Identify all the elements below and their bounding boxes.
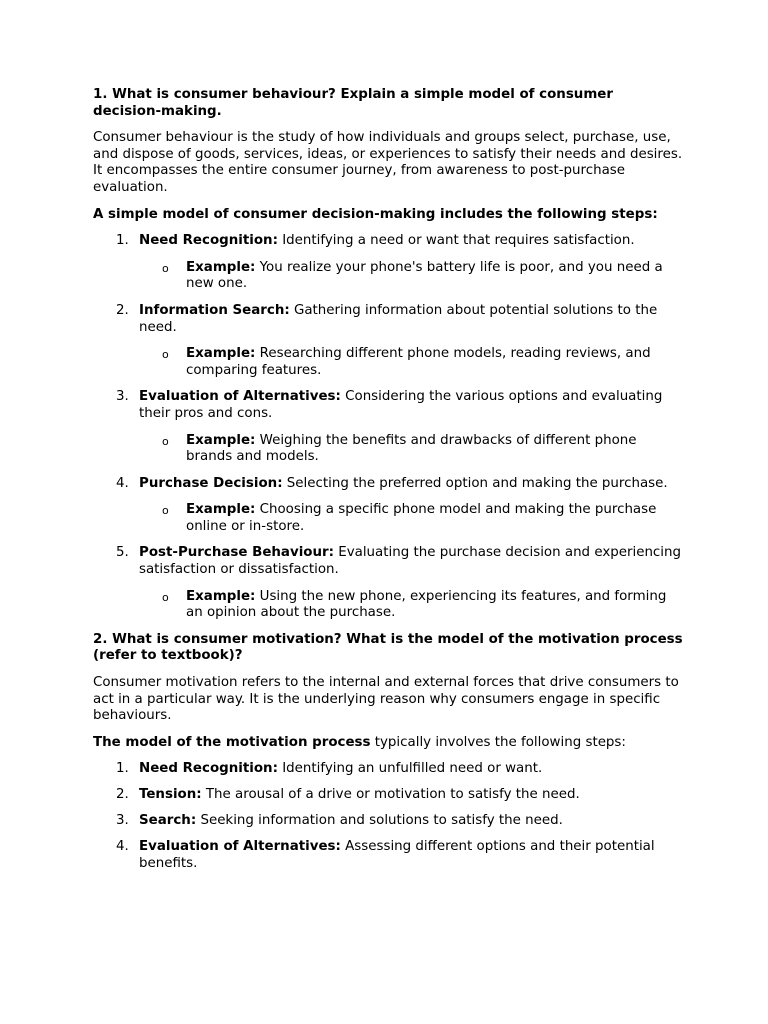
- motivation-steps-list: [93, 761, 683, 872]
- motivation-model-lead-bold: The model of the motivation process: [93, 734, 371, 750]
- question-1-heading: 1. What is consumer behaviour? Explain a simple model of consumer decision-making.: [93, 87, 613, 119]
- step-number: 1.: [116, 761, 129, 777]
- example-label: Example:: [186, 432, 256, 448]
- step-title: Post-Purchase Behaviour:: [139, 545, 334, 561]
- example-item: [139, 589, 683, 622]
- step-description: Seeking information and solutions to satisfy the need.: [196, 813, 563, 829]
- example-label: Example:: [186, 346, 256, 362]
- step-title: Purchase Decision:: [139, 475, 283, 491]
- step-number: 2.: [116, 787, 129, 803]
- decision-step: [93, 233, 683, 293]
- step-description: Considering the various options and evaluating their pros and cons.: [139, 389, 663, 421]
- step-title: Evaluation of Alternatives:: [139, 389, 341, 405]
- question-2-heading: 2. What is consumer motivation? What is the model of the motivation process (refer to textbook)?: [93, 631, 683, 664]
- examples-list: [139, 346, 683, 379]
- document-page: [93, 87, 683, 882]
- step-number: 5.: [116, 545, 129, 561]
- consumer-behaviour-definition: Consumer behaviour is the study of how individuals and groups select, purchase, use, and dispose of goods, services, ideas, or experiences to satisfy their needs and desires. It encompasses the entire consumer journey, from awareness to post-purchase evaluation.: [93, 130, 683, 195]
- decision-step: [93, 389, 683, 465]
- consumer-motivation-definition: Consumer motivation refers to the internal and external forces that drive consumers to act in a particular way. It is the underlying reason why consumers engage in specific behaviours.: [93, 675, 679, 724]
- motivation-step: [93, 787, 683, 804]
- examples-list: [139, 260, 683, 293]
- motivation-model-lead-rest: typically involves the following steps:: [370, 734, 626, 750]
- example-item: [139, 346, 683, 379]
- step-description: Evaluating the purchase decision and experiencing satisfaction or dissatisfaction.: [139, 545, 682, 578]
- decision-step: [93, 476, 683, 536]
- step-number: 3.: [116, 389, 129, 405]
- example-item: [139, 260, 683, 293]
- step-description: The arousal of a drive or motivation to satisfy the need.: [201, 787, 580, 803]
- example-text: You realize your phone's battery life is poor, and you need a new one.: [186, 259, 663, 292]
- examples-list: [139, 589, 683, 622]
- step-title: Tension:: [139, 787, 202, 803]
- example-label: Example:: [186, 588, 256, 604]
- bullet-icon: o: [162, 261, 169, 275]
- step-number: 4.: [116, 839, 129, 855]
- step-number: 3.: [116, 813, 129, 829]
- step-number: 1.: [116, 233, 129, 249]
- bullet-icon: o: [162, 434, 169, 448]
- decision-step: [93, 545, 683, 621]
- example-item: [139, 502, 683, 535]
- example-text: Using the new phone, experiencing its features, and forming an opinion about the purchase.: [186, 588, 667, 621]
- step-description: Assessing different options and their potential benefits.: [139, 839, 655, 871]
- example-text: Researching different phone models, reading reviews, and comparing features.: [186, 346, 651, 378]
- example-text: Weighing the benefits and drawbacks of different phone brands and models.: [186, 432, 637, 465]
- step-number: 4.: [116, 475, 129, 491]
- example-text: Choosing a specific phone model and making the purchase online or in-store.: [186, 502, 657, 534]
- step-title: Need Recognition:: [139, 761, 278, 777]
- step-title: Information Search:: [139, 302, 290, 318]
- bullet-icon: o: [162, 590, 169, 604]
- step-title: Search:: [139, 813, 197, 829]
- bullet-icon: o: [162, 348, 169, 362]
- motivation-step: [93, 813, 683, 830]
- example-label: Example:: [186, 502, 256, 518]
- decision-steps-list: [93, 233, 683, 622]
- step-description: Identifying a need or want that requires satisfaction.: [277, 233, 635, 249]
- decision-model-heading: A simple model of consumer decision-making includes the following steps:: [93, 206, 658, 222]
- step-description: Selecting the preferred option and making the purchase.: [282, 475, 668, 491]
- bullet-icon: o: [162, 504, 169, 518]
- step-title: Need Recognition:: [139, 233, 278, 249]
- step-title: Evaluation of Alternatives:: [139, 839, 341, 855]
- examples-list: [139, 502, 683, 535]
- example-label: Example:: [186, 259, 256, 275]
- example-item: [139, 433, 683, 466]
- step-number: 2.: [116, 302, 129, 318]
- motivation-step: [93, 761, 683, 778]
- motivation-model-lead: [93, 735, 683, 752]
- motivation-step: [93, 839, 683, 872]
- step-description: Gathering information about potential solutions to the need.: [139, 302, 658, 335]
- step-description: Identifying an unfulfilled need or want.: [277, 761, 543, 777]
- decision-step: [93, 303, 683, 379]
- examples-list: [139, 433, 683, 466]
